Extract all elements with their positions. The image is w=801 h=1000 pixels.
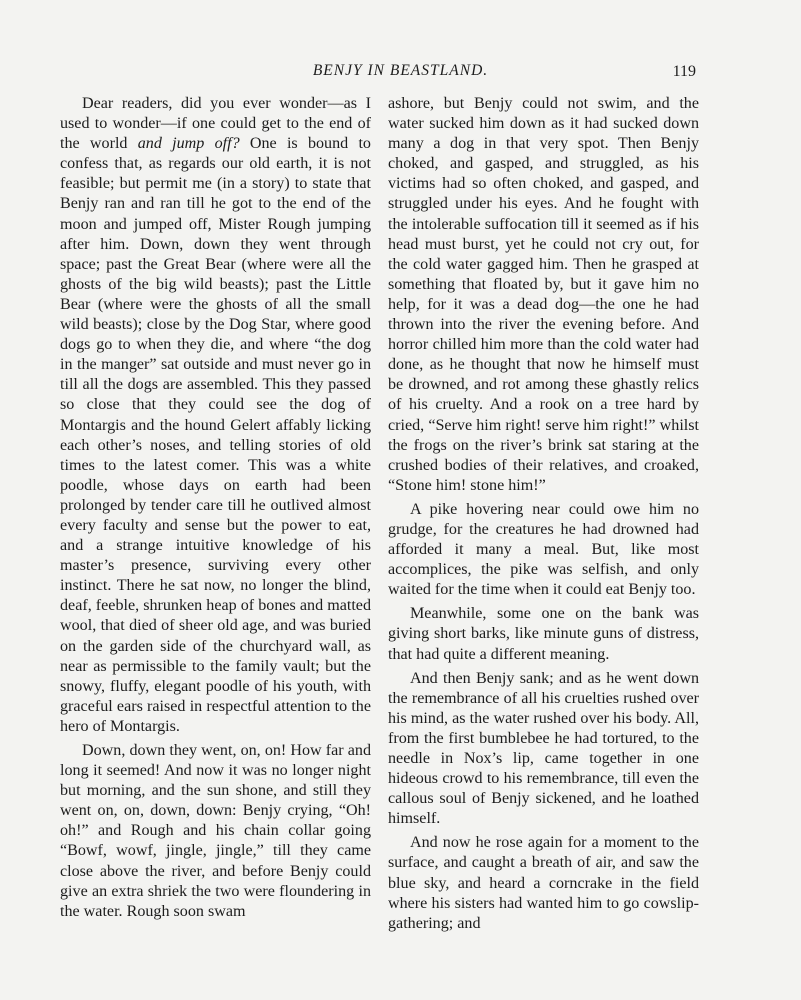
paragraph: And then Benjy sank; and as he went down the remembrance of all his cruelties rushed over his mind, as the water rushed over his body. All, from the first bumblebee he had tortured, to the needle in Nox’s lip, came together in one hideous crowd to his remembrance, till even the callous soul of Benjy sickened, and he loathed himself.	[388, 669, 699, 828]
italic-text: and jump off?	[137, 135, 240, 153]
text-run: Dear readers, did you ever wonder—as I used to wonder—if one could get to the end of the world	[60, 95, 371, 153]
paragraph: And now he rose again for a moment to the surface, and caught a breath of air, and saw the blue sky, and heard a corncrake in the field where his sisters had wanted him to go cowslip-gathering; and	[388, 834, 699, 932]
paragraph: ashore, but Benjy could not swim, and the water sucked him down as it had sucked down many a dog in that very spot. Then Benjy choked, and gasped, and struggled, as his victims had so often choked, and gasped, and struggled under his eyes. And he fought with the intolerable suffocation till it seemed as if his head must burst, yet he could not cry out, for the cold water gagged him. Then he grasped at something that floated by, but it gave him no help, for it was a dead dog—the one he had thrown into the river the evening before. And horror chilled him more than the cold water had done, as he thought that now he himself must be drowned, and rot among these ghastly relics of his cruelty. And a rook on a tree hard by cried, “Serve him right! serve him right!” whilst the frogs on the river’s brink sat staring at the crushed bodies of their relatives, and croaked, “Stone him! stone him!”	[388, 95, 699, 494]
paragraph: Meanwhile, some one on the bank was giving short barks, like minute guns of distress, that had quite a different meaning.	[388, 605, 699, 663]
paragraph	[60, 94, 371, 737]
running-title: BENJY IN BEASTLAND.	[312, 62, 489, 79]
page-header	[0, 62, 801, 86]
left-column	[60, 94, 371, 922]
right-column	[388, 94, 699, 934]
paragraph: A pike hovering near could owe him no grudge, for the creatures he had drowned had afforded it many a meal. But, like most accomplices, the pike was selfish, and only waited for the time when it could eat Benjy too.	[388, 500, 699, 599]
paragraph: Down, down they went, on, on! How far and long it seemed! And now it was no longer night but morning, and the sun shone, and still they went on, on, down, down: Benjy crying, “Oh! oh!” and Rough and his chain collar going “Bowf, wowf, jingle, jingle,” till they came close above the river, and before Benjy could give an extra shriek the two were floundering in the water. Rough soon swam	[60, 742, 371, 920]
text-run: One is bound to confess that, as regards our old earth, it is not feasible; but permit me (in a story) to state that Benjy ran and ran till he got to the end of the moon and jumped off, Mister Rough jumping after him. Down, down they went through space; past the Great Bear (where were all the ghosts of the big wild beasts); past the Little Bear (where were the ghosts of all the small wild beasts); close by the Dog Star, where good dogs go to when they die, and where “the dog in the manger” sat outside and must never go in till all the dogs are assembled. This they passed so close that they could see the dog of Montargis and the hound Gelert affably licking each other’s noses, and telling stories of old times to the latest comer. This was a white poodle, whose days on earth had been prolonged by tender care till he outlived almost every faculty and sense but the power to eat, and a strange intuitive knowledge of his master’s presence, surviving every other instinct. There he sat now, no longer the blind, deaf, feeble, shrunken heap of bones and matted wool, that died of sheer old age, and was buried on the garden side of the churchyard wall, as near as permissible to the family vault; but the snowy, fluffy, elegant poodle of his youth, with graceful ears raised in respectful attention to the hero of Montargis.	[60, 135, 371, 735]
page-number: 119	[672, 63, 696, 80]
